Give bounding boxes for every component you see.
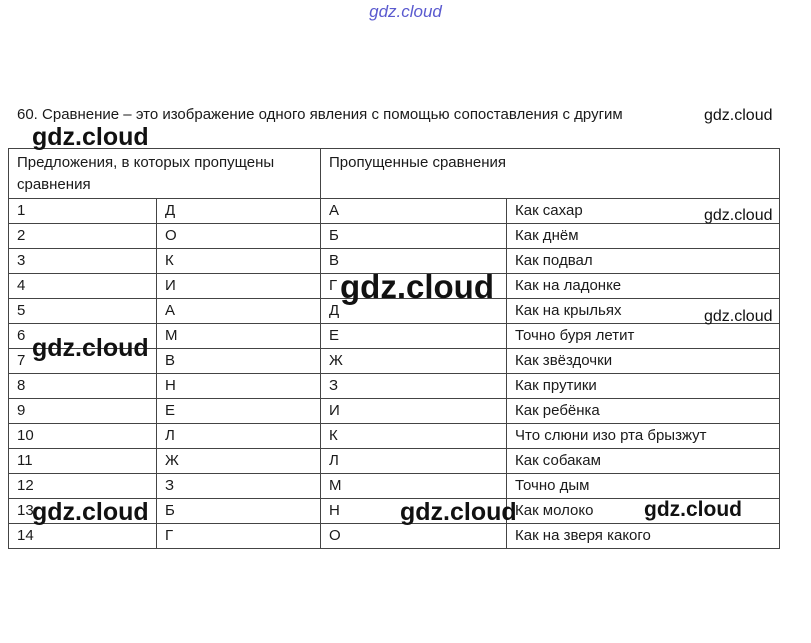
cell-sentence-number: 1 [9, 199, 157, 224]
watermark: gdz.cloud [400, 498, 517, 526]
cell-comparison-letter: А [321, 199, 507, 224]
task-text: 60. Сравнение – это изображение одного явления с помощью сопоставления с другим [17, 106, 623, 123]
cell-comparison-letter: Г [321, 274, 507, 299]
cell-comparison-letter: Н [321, 499, 507, 524]
cell-sentence-number: 12 [9, 474, 157, 499]
table-row [9, 224, 780, 249]
cell-sentence-letter: Л [157, 424, 321, 449]
cell-sentence-letter: О [157, 224, 321, 249]
cell-sentence-number: 5 [9, 299, 157, 324]
cell-comparison-text: Как ребёнка [507, 399, 780, 424]
header-comparisons: Пропущенные сравнения [321, 149, 780, 199]
watermark: gdz.cloud [704, 107, 773, 124]
watermark: gdz.cloud [32, 123, 149, 151]
cell-sentence-letter: И [157, 274, 321, 299]
table-row [9, 399, 780, 424]
cell-comparison-text: Как сахар [507, 199, 780, 224]
cell-comparison-letter: Л [321, 449, 507, 474]
watermark: gdz.cloud [340, 268, 494, 305]
table-row [9, 424, 780, 449]
cell-comparison-text: Как собакам [507, 449, 780, 474]
watermark: gdz.cloud [704, 207, 773, 224]
cell-sentence-number: 3 [9, 249, 157, 274]
cell-sentence-number: 7 [9, 349, 157, 374]
watermark: gdz.cloud [704, 308, 773, 325]
cell-comparison-letter: О [321, 524, 507, 549]
cell-comparison-letter: Е [321, 324, 507, 349]
cell-comparison-text: Как на зверя какого [507, 524, 780, 549]
watermark: gdz.cloud [32, 498, 149, 526]
table-row [9, 449, 780, 474]
cell-sentence-number: 9 [9, 399, 157, 424]
cell-sentence-number: 11 [9, 449, 157, 474]
cell-sentence-letter: В [157, 349, 321, 374]
cell-sentence-letter: Е [157, 399, 321, 424]
cell-comparison-text: Как звёздочки [507, 349, 780, 374]
cell-comparison-text: Как на ладонке [507, 274, 780, 299]
cell-sentence-number: 2 [9, 224, 157, 249]
cell-comparison-text: Как молоко [507, 499, 780, 524]
cell-comparison-text: Точно буря летит [507, 324, 780, 349]
cell-comparison-text: Точно дым [507, 474, 780, 499]
top-watermark: gdz.cloud [369, 2, 442, 21]
table-row [9, 474, 780, 499]
cell-comparison-text: Как подвал [507, 249, 780, 274]
cell-comparison-text: Как днём [507, 224, 780, 249]
cell-sentence-number: 10 [9, 424, 157, 449]
cell-sentence-letter: А [157, 299, 321, 324]
cell-sentence-number: 13 [9, 499, 157, 524]
cell-comparison-letter: З [321, 374, 507, 399]
table-row [9, 199, 780, 224]
cell-sentence-number: 6 [9, 324, 157, 349]
cell-comparison-letter: Б [321, 224, 507, 249]
cell-sentence-letter: Н [157, 374, 321, 399]
cell-sentence-letter: М [157, 324, 321, 349]
watermark: gdz.cloud [644, 498, 742, 521]
cell-comparison-letter: И [321, 399, 507, 424]
cell-sentence-number: 8 [9, 374, 157, 399]
cell-sentence-letter: Ж [157, 449, 321, 474]
cell-sentence-letter: Д [157, 199, 321, 224]
watermark: gdz.cloud [32, 334, 149, 362]
cell-sentence-letter: З [157, 474, 321, 499]
cell-comparison-letter: В [321, 249, 507, 274]
cell-sentence-number: 14 [9, 524, 157, 549]
cell-comparison-letter: М [321, 474, 507, 499]
cell-sentence-letter: Б [157, 499, 321, 524]
cell-sentence-number: 4 [9, 274, 157, 299]
header-sentences: Предложения, в которых пропущены сравнения [9, 149, 321, 199]
cell-comparison-letter: К [321, 424, 507, 449]
cell-comparison-text: Что слюни изо рта брызжут [507, 424, 780, 449]
cell-comparison-letter: Ж [321, 349, 507, 374]
cell-sentence-letter: К [157, 249, 321, 274]
table-row [9, 374, 780, 399]
cell-comparison-letter: Д [321, 299, 507, 324]
cell-comparison-text: Как прутики [507, 374, 780, 399]
table-header-row [9, 149, 780, 199]
table-row [9, 524, 780, 549]
cell-comparison-text: Как на крыльях [507, 299, 780, 324]
cell-sentence-letter: Г [157, 524, 321, 549]
